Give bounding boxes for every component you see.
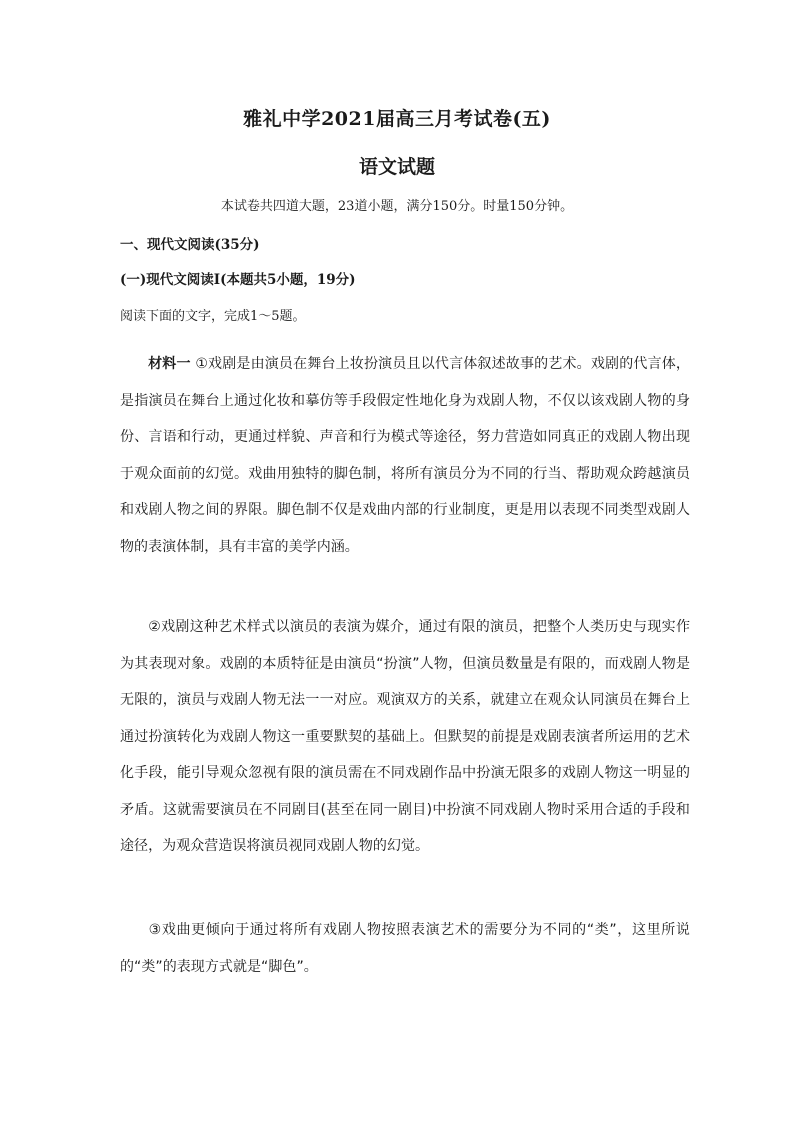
reading-instruction: 阅读下面的文字，完成1～5题。	[120, 309, 306, 324]
exam-title: 雅礼中学2021届高三月考试卷(五)	[243, 108, 551, 130]
paragraph-1-text: ①戏剧是由演员在舞台上妆扮演员且以代言体叙述故事的艺术。戏剧的代言体，是指演员在舞台上通过化妆和摹仿等手段假定性地化身为戏剧人物，不仅以该戏剧人物的身份、言语和行动，更通过样貌、声音和行为模式等途径，努力营造如同真正的戏剧人物出现于观众面前的幻觉。戏曲用独特的脚色制，将所有演员分为不同的行当、帮助观众跨越演员和戏剧人物之间的界限。脚色制不仅是戏曲内部的行业制度，更是用以表现不同类型戏剧人物的表演体制，具有丰富的美学内涵。	[120, 356, 690, 555]
material-paragraph-1	[120, 346, 690, 565]
exam-info: 本试卷共四道大题，23道小题，满分150分。时量150分钟。	[220, 199, 574, 214]
material-label: 材料一	[148, 356, 191, 372]
exam-subtitle: 语文试题	[358, 156, 435, 178]
paragraph-2-text: ②戏剧这种艺术样式以演员的表演为媒介，通过有限的演员，把整个人类历史与现实作为其表现对象。戏剧的本质特征是由演员“扮演”人物，但演员数量是有限的，而戏剧人物是无限的，演员与戏剧人物无法一一对应。观演双方的关系，就建立在观众认同演员在舞台上通过扮演转化为戏剧人物这一重要默契的基础上。但默契的前提是戏剧表演者所运用的艺术化手段，能引导观众忽视有限的演员需在不同戏剧作品中扮演无限多的戏剧人物这一明显的矛盾。这就需要演员在不同剧目(甚至在同一剧目)中扮演不同戏剧人物时采用合适的手段和途径，为观众营造误将演员视同戏剧人物的幻觉。	[120, 619, 690, 854]
paragraph-3-text: ③戏曲更倾向于通过将所有戏剧人物按照表演艺术的需要分为不同的“类”，这里所说的“类”的表现方式就是“脚色”。	[120, 922, 690, 975]
subsection-heading: (一)现代文阅读Ⅰ(本题共5小题，19分)	[120, 272, 356, 288]
material-paragraph-2	[120, 609, 690, 865]
material-paragraph-3	[120, 912, 690, 985]
section-heading: 一、现代文阅读(35分)	[120, 237, 260, 253]
